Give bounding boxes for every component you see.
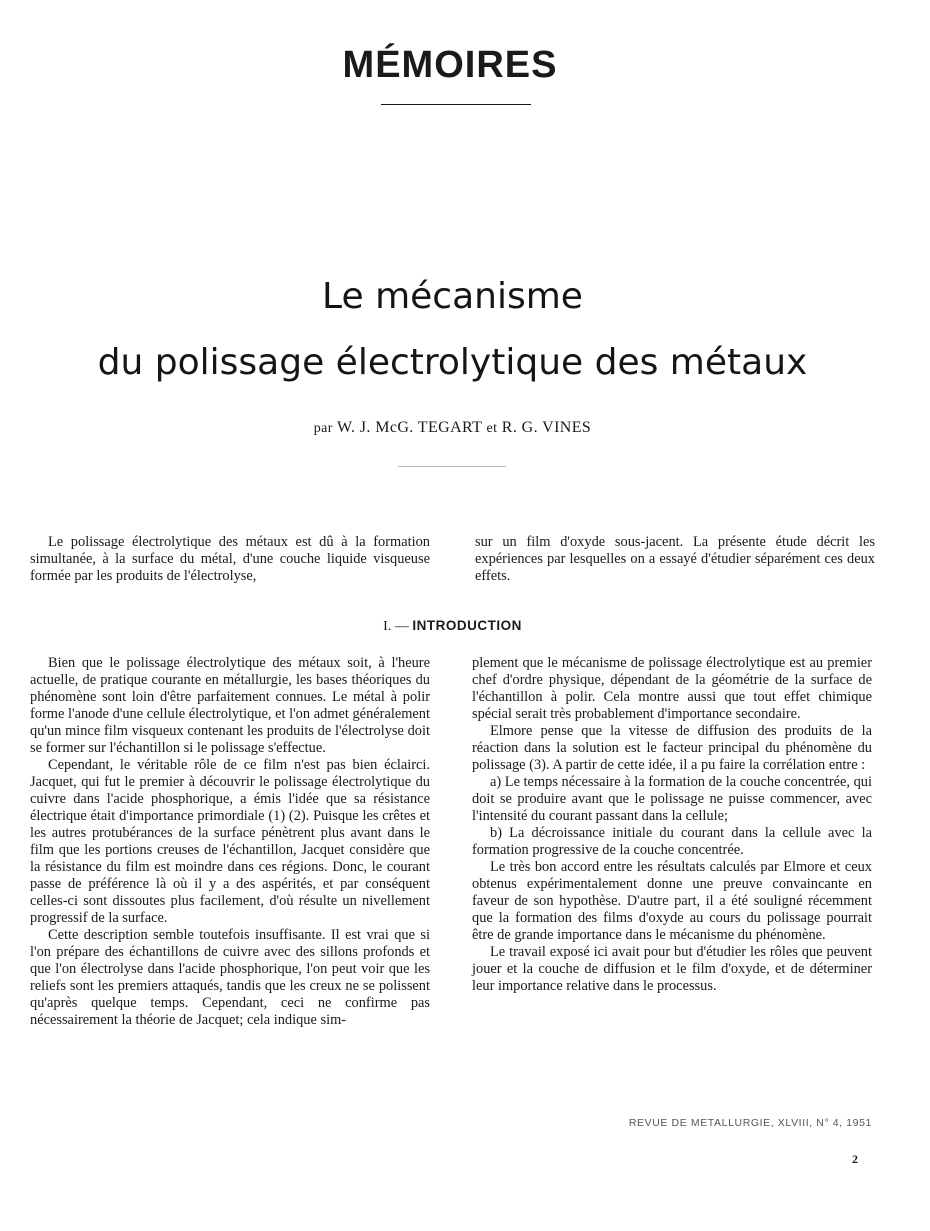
paragraph: a) Le temps nécessaire à la formation de la couche concentrée, qui doit se produire avant que le polissage ne puisse commencer, avec l'intensité du courant passant dans la cellule; — [472, 774, 872, 824]
paragraph: Cette description semble toutefois insuffisante. Il est vrai que si l'on prépare des échantillons de cuivre avec des sillons profonds et que l'on électrolyse dans l'acide phosphorique, l'on peut voir que les reliefs sont les premiers attaqués, tandis que les creux ne se polissent qu'après quelque temps. Cependant, ceci ne confirme pas nécessairement la théorie de Jacquet; cela indique sim- — [30, 927, 430, 1028]
body-column-left — [30, 655, 430, 1029]
authors — [0, 419, 905, 437]
paragraph: Le très bon accord entre les résultats calculés par Elmore et ceux obtenus expérimentalement donne une preuve convaincante en faveur de son hypothèse. D'autre part, il a été souligné récemment que la formation des films d'oxyde au cours du polissage pourrait être de grande importance dans le mécanisme du phénomène. — [472, 859, 872, 943]
article-title-line1: Le mécanisme — [322, 276, 583, 317]
body-column-right — [472, 655, 872, 995]
paragraph: Bien que le polissage électrolytique des métaux soit, à l'heure actuelle, de pratique courante en métallurgie, les bases théoriques du phénomène sont loin d'être parfaitement connues. Le métal à polir forme l'anode d'une cellule électrolytique, et l'on admet généralement qu'un mince film visqueux contenant les produits de l'électrolyse doit se former sur l'échantillon si le polissage s'effectue. — [30, 655, 430, 756]
journal-reference: REVUE DE METALLURGIE, XLVIII, N° 4, 1951 — [628, 1117, 872, 1129]
heading-number: I. — — [383, 619, 409, 634]
section-heading — [0, 618, 905, 635]
authors-and: et — [486, 421, 498, 436]
title-rule — [381, 104, 531, 105]
paragraph: Cependant, le véritable rôle de ce film n'est pas bien éclairci. Jacquet, qui fut le premier à découvrir le polissage électrolytique du cuivre dans l'acide phosphorique, a émis l'idée que sa résistance électrique était d'importance primordiale (1) (2). Puisque les crêtes et les autres protubérances de la surface pénètrent plus avant dans le film que les portions creuses de l'échantillon, Jacquet considère que la résistance du film est moindre dans ces régions. Donc, le courant passe de préférence là où il y a des aspérités, et par conséquent celles-ci sont dissoutes plus facilement, d'où résulte un nivellement progressif de la surface. — [30, 757, 430, 926]
abstract-left-text: Le polissage électrolytique des métaux est dû à la formation simultanée, à la surface du métal, d'une couche liquide visqueuse formée par les produits de l'électrolyse, — [30, 534, 430, 584]
section-title: MÉMOIRES — [342, 44, 558, 86]
authors-by: par — [313, 421, 333, 436]
author-names-1: W. J. McG. TEGART — [336, 419, 483, 436]
authors-rule — [398, 466, 506, 467]
abstract-right-text: sur un film d'oxyde sous-jacent. La présente étude décrit les expériences par lesquelles on a essayé d'étudier séparément ces deux effets. — [475, 534, 875, 584]
author-names-2: R. G. VINES — [501, 419, 592, 436]
abstract-right — [475, 534, 875, 585]
page-number: 2 — [852, 1152, 858, 1166]
article-title-line2: du polissage électrolytique des métaux — [97, 342, 808, 383]
heading-label: INTRODUCTION — [412, 618, 522, 633]
paragraph: plement que le mécanisme de polissage électrolytique est au premier chef d'ordre physique, dépendant de la géométrie de la surface de l'échantillon à polir. Cela montre aussi que tout effet chimique spécial serait très probablement d'importance secondaire. — [472, 655, 872, 722]
paragraph: Le travail exposé ici avait pour but d'étudier les rôles que peuvent jouer et la couche de diffusion et le film d'oxyde, et de déterminer leur importance relative dans le processus. — [472, 944, 872, 994]
paragraph: Elmore pense que la vitesse de diffusion des produits de la réaction dans la solution est le facteur principal du phénomène du polissage (3). A partir de cette idée, il a pu faire la corrélation entre : — [472, 723, 872, 773]
abstract-left — [30, 534, 430, 585]
paragraph: b) La décroissance initiale du courant dans la cellule avec la formation progressive de la couche concentrée. — [472, 825, 872, 858]
